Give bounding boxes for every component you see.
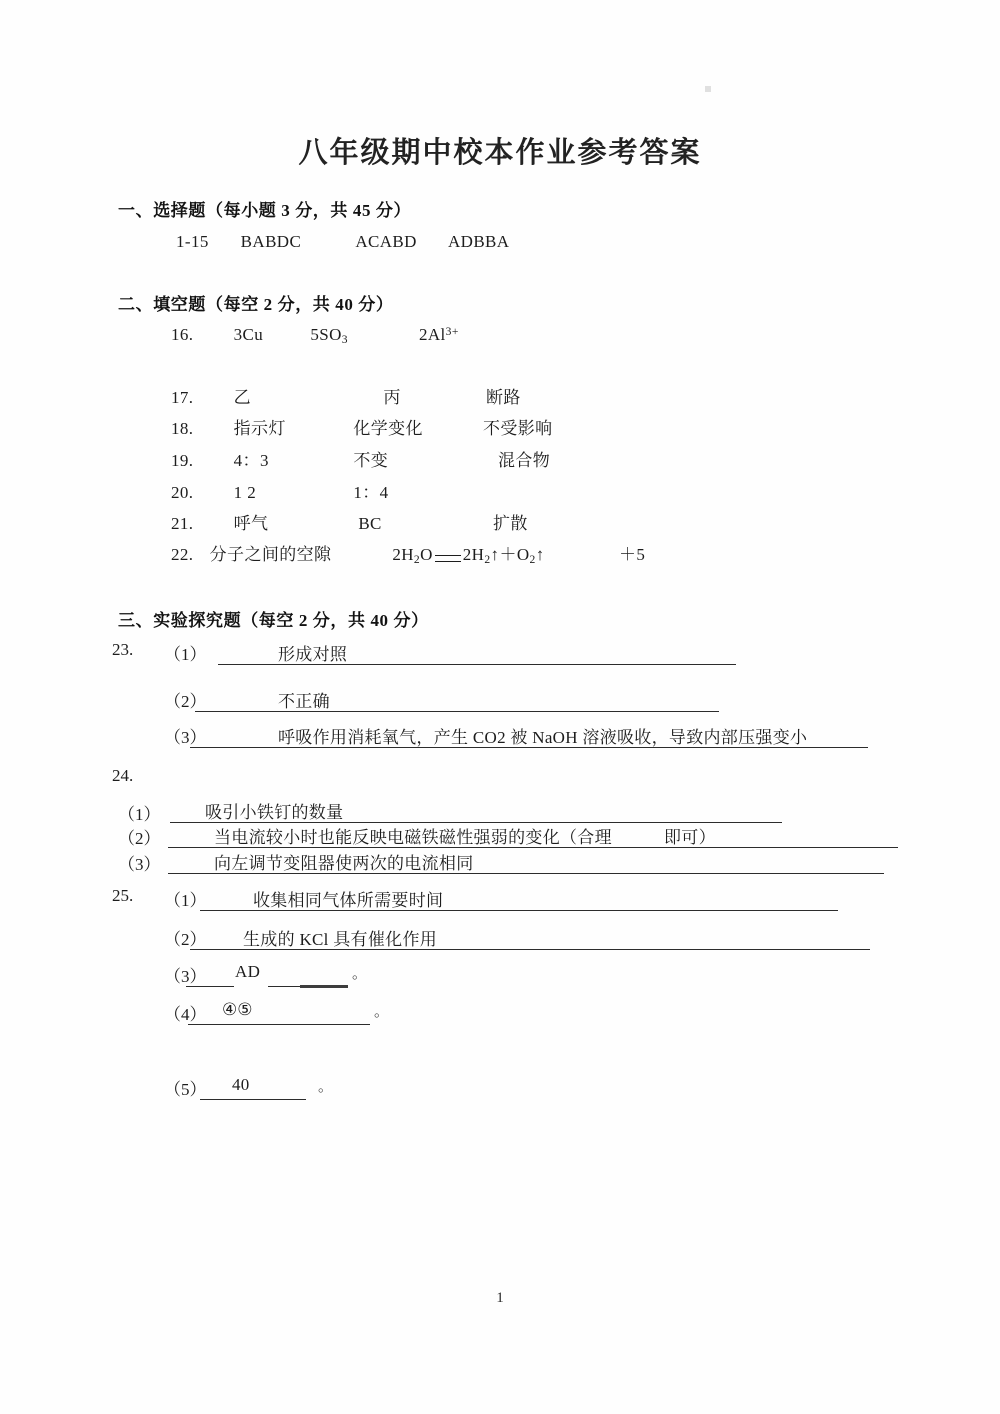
equation-reactant-tail: O bbox=[420, 545, 433, 564]
item-23-part-1-answer: 形成对照 bbox=[278, 645, 348, 664]
item-25-part-4-answer: ④⑤ bbox=[222, 1000, 253, 1019]
item-number-25: 25. bbox=[112, 886, 134, 905]
item-24-part-3-answer: 向左调节变阻器使两次的电流相同 bbox=[214, 854, 474, 873]
item-25-part-3-label: （3） bbox=[164, 967, 207, 986]
item-number-21: 21. bbox=[171, 514, 194, 533]
answer-21-b: BC bbox=[358, 514, 382, 533]
gas-arrow-icon-1: ↑ bbox=[490, 545, 500, 564]
answer-underline-24-3 bbox=[168, 873, 884, 874]
answer-16-c bbox=[419, 325, 459, 345]
answer-21-c: 扩散 bbox=[492, 514, 528, 533]
item-23-part-1-label: （1） bbox=[164, 645, 207, 664]
item-25-part-2-label: （2） bbox=[164, 930, 207, 949]
choice-answer-row bbox=[176, 232, 509, 252]
page-number: 1 bbox=[496, 1290, 504, 1306]
answer-underline-23-3 bbox=[190, 747, 868, 748]
fill-row-18 bbox=[171, 414, 553, 439]
answer-underline-25-2 bbox=[190, 949, 870, 950]
fill-row-22 bbox=[171, 540, 645, 566]
section-heading-experiment: 三、实验探究题（每空 2 分，共 40 分） bbox=[118, 611, 429, 630]
answer-16-c-superscript: 3+ bbox=[445, 325, 459, 338]
item-23-part-2-answer: 不正确 bbox=[278, 692, 330, 711]
fill-row-16 bbox=[171, 325, 459, 346]
item-25-part-4-label: （4） bbox=[164, 1005, 207, 1024]
item-25-part-4-period: 。 bbox=[374, 1004, 390, 1020]
item-25-part-3-period: 。 bbox=[352, 966, 368, 982]
item-number-24: 24. bbox=[112, 766, 134, 785]
item-25-part-5-period: 。 bbox=[318, 1079, 334, 1095]
item-24-part-3-label: （3） bbox=[118, 855, 161, 874]
item-25-part-1-label: （1） bbox=[164, 891, 207, 910]
fill-row-19 bbox=[171, 446, 550, 471]
item-number-19: 19. bbox=[171, 451, 194, 470]
item-25-part-5-answer: 40 bbox=[232, 1075, 250, 1094]
scan-artifact-mark bbox=[705, 86, 711, 92]
fill-row-20 bbox=[171, 478, 389, 503]
answer-19-a: 4：3 bbox=[233, 451, 269, 470]
choice-range: 1-15 bbox=[176, 232, 209, 251]
item-number-23: 23. bbox=[112, 640, 134, 659]
answer-16-a: 3Cu bbox=[233, 325, 264, 345]
answer-18-b: 化学变化 bbox=[353, 419, 423, 438]
answer-underline-25-3a bbox=[186, 986, 234, 987]
section-heading-fill-in: 二、填空题（每空 2 分，共 40 分） bbox=[118, 295, 394, 314]
item-23-part-2-label: （2） bbox=[164, 692, 207, 711]
answer-16-b bbox=[310, 325, 414, 346]
answer-19-c: 混合物 bbox=[497, 451, 551, 470]
choice-group-2: ACABD bbox=[355, 232, 417, 251]
answer-17-c: 断路 bbox=[485, 388, 521, 407]
fill-row-17 bbox=[171, 383, 521, 408]
item-24-part-1-answer: 吸引小铁钉的数量 bbox=[205, 803, 344, 822]
answer-underline-23-2 bbox=[195, 711, 719, 712]
answer-22-c: ＋5 bbox=[618, 545, 646, 564]
item-24-part-2-answer: 当电流较小时也能反映电磁铁磁性强弱的变化（合理 bbox=[214, 828, 612, 847]
answer-17-a: 乙 bbox=[233, 388, 252, 407]
item-24-part-1-label: （1） bbox=[118, 805, 161, 824]
answer-underline-25-3c bbox=[300, 985, 348, 988]
equation-reactant: 2H bbox=[392, 545, 414, 564]
equation-product-1: 2H bbox=[462, 545, 485, 564]
equation-reactant-sub: 2 bbox=[413, 553, 421, 567]
equation-equals-icon bbox=[433, 548, 463, 565]
answer-18-c: 不受影响 bbox=[482, 419, 553, 438]
item-23-part-3-label: （3） bbox=[164, 728, 207, 747]
item-24-part-2-answer-tail: 即可） bbox=[664, 828, 716, 847]
item-23-part-3-answer: 呼吸作用消耗氧气，产生 CO2 被 NaOH 溶液吸收，导致内部压强变小 bbox=[278, 728, 808, 747]
item-number-17: 17. bbox=[171, 388, 194, 407]
answer-underline-25-1 bbox=[200, 910, 838, 911]
answer-19-b: 不变 bbox=[353, 451, 389, 470]
item-25-part-1-answer: 收集相同气体所需要时间 bbox=[253, 891, 444, 910]
item-number-18: 18. bbox=[171, 419, 194, 438]
answer-22-a: 分子之间的空隙 bbox=[209, 545, 332, 564]
answer-underline-23-1 bbox=[218, 664, 736, 665]
item-25-part-3-answer: AD bbox=[235, 962, 261, 981]
answer-16-b-subscript: 3 bbox=[341, 333, 348, 347]
equation-product-2-sub: 2 bbox=[529, 553, 536, 567]
answer-16-b-formula: 5SO bbox=[310, 325, 342, 345]
answer-underline-25-4 bbox=[188, 1024, 370, 1025]
answer-20-a: 1 2 bbox=[233, 483, 257, 502]
section-heading-choice: 一、选择题（每小题 3 分，共 45 分） bbox=[118, 201, 412, 220]
answer-16-c-formula: 2Al bbox=[418, 325, 446, 345]
gas-arrow-icon-2: ↑ bbox=[535, 545, 545, 564]
answer-underline-25-5 bbox=[200, 1099, 306, 1100]
answer-18-a: 指示灯 bbox=[233, 419, 286, 438]
fill-row-21 bbox=[171, 509, 528, 534]
item-number-16: 16. bbox=[171, 325, 194, 345]
answer-17-b: 丙 bbox=[383, 388, 401, 407]
answer-21-a: 呼气 bbox=[233, 514, 269, 533]
item-25-part-2-answer: 生成的 KCl 具有催化作用 bbox=[243, 930, 438, 949]
item-24-part-2-label: （2） bbox=[118, 829, 161, 848]
item-number-22: 22. bbox=[171, 545, 194, 564]
equation-product-1-sub: 2 bbox=[484, 553, 491, 567]
page-title: 八年级期中校本作业参考答案 bbox=[298, 137, 702, 169]
answer-20-b: 1：4 bbox=[353, 483, 389, 502]
choice-group-3: ADBBA bbox=[447, 232, 510, 251]
choice-group-1: BABDC bbox=[240, 232, 302, 251]
answer-22-equation bbox=[392, 540, 614, 566]
equation-product-2: ＋O bbox=[499, 545, 530, 564]
item-25-part-5-label: （5） bbox=[164, 1080, 207, 1099]
item-number-20: 20. bbox=[171, 483, 194, 502]
